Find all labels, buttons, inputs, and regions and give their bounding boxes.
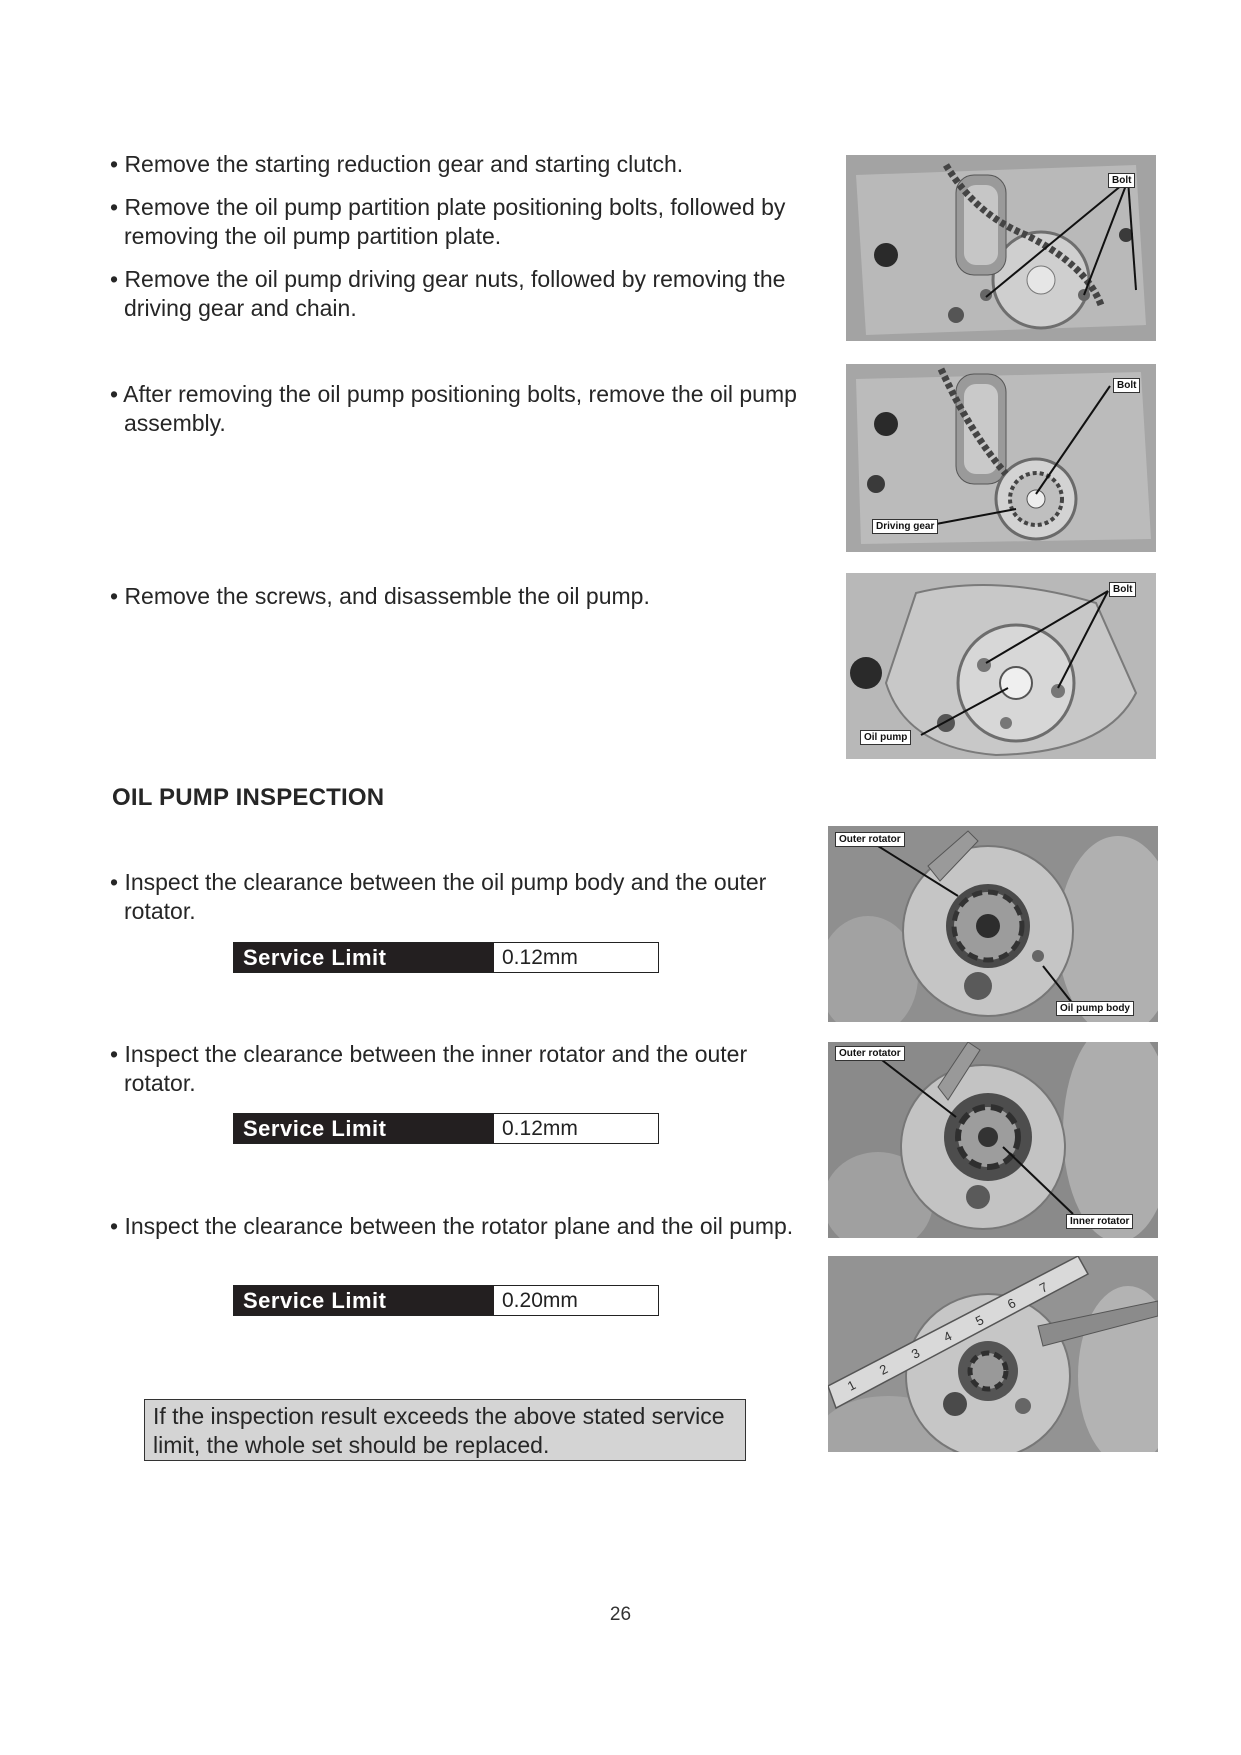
- photo-driving-gear: [846, 364, 1156, 552]
- section-heading: OIL PUMP INSPECTION: [112, 784, 385, 811]
- service-limit-label: Service Limit: [234, 943, 494, 972]
- photo-partition-plate-bolts: [846, 155, 1156, 341]
- service-limit-table: [233, 942, 659, 973]
- ruler-digit: 1: [844, 1377, 859, 1394]
- photo-ruler-measurement: [828, 1256, 1158, 1452]
- service-limit-value: 0.12mm: [502, 1117, 578, 1140]
- ruler-digit: 3: [908, 1345, 923, 1362]
- photo-label-bolt: Bolt: [1109, 582, 1136, 597]
- photo-inner-outer-rotator: [828, 1042, 1158, 1238]
- photo-label-outer-rotator: Outer rotator: [835, 1046, 905, 1061]
- page-number: 26: [609, 1604, 632, 1625]
- step-remove-driving-gear: • Remove the oil pump driving gear nuts, followed by removing the driving gear and chain.: [110, 266, 786, 321]
- service-limit-label: Service Limit: [234, 1114, 494, 1143]
- step-remove-partition-plate: • Remove the oil pump partition plate positioning bolts, followed by removing the oil pump partition plate.: [110, 194, 786, 249]
- service-limit-table: [233, 1285, 659, 1316]
- photo-label-driving-gear: Driving gear: [872, 519, 938, 534]
- service-limit-table: [233, 1113, 659, 1144]
- photo-label-oil-pump-body: Oil pump body: [1056, 1001, 1134, 1016]
- ruler-scale: [828, 1256, 1158, 1452]
- inspection-inner-outer-rotator: • Inspect the clearance between the inner rotator and the outer rotator.: [110, 1041, 748, 1096]
- photo-oil-pump: [846, 573, 1156, 759]
- photo-label-outer-rotator: Outer rotator: [835, 832, 905, 847]
- ruler-digit: 6: [1004, 1295, 1019, 1312]
- inspection-rotator-plane: • Inspect the clearance between the rotator plane and the oil pump.: [110, 1213, 794, 1239]
- service-limit-value: 0.20mm: [502, 1289, 578, 1312]
- photo-label-oil-pump: Oil pump: [860, 730, 911, 745]
- ruler-digit: 5: [972, 1312, 987, 1329]
- service-limit-label: Service Limit: [234, 1286, 494, 1315]
- photo-label-bolt: Bolt: [1113, 378, 1140, 393]
- step-remove-oil-pump-assembly: • After removing the oil pump positioning bolts, remove the oil pump assembly.: [110, 381, 797, 436]
- step-remove-starting-gear: • Remove the starting reduction gear and starting clutch.: [110, 151, 684, 177]
- photo-label-bolt: Bolt: [1108, 173, 1135, 188]
- inspection-body-outer-rotator: • Inspect the clearance between the oil pump body and the outer rotator.: [110, 869, 767, 924]
- photo-label-inner-rotator: Inner rotator: [1066, 1214, 1133, 1229]
- ruler-digit: 4: [940, 1328, 955, 1345]
- ruler-digit: 7: [1036, 1279, 1051, 1296]
- service-limit-value: 0.12mm: [502, 946, 578, 969]
- ruler-digit: 2: [876, 1361, 891, 1378]
- photo-outer-rotator-body: [828, 826, 1158, 1022]
- step-disassemble-oil-pump: • Remove the screws, and disassemble the oil pump.: [110, 583, 650, 609]
- replacement-note: If the inspection result exceeds the above stated service limit, the whole set should be replaced.: [144, 1399, 746, 1461]
